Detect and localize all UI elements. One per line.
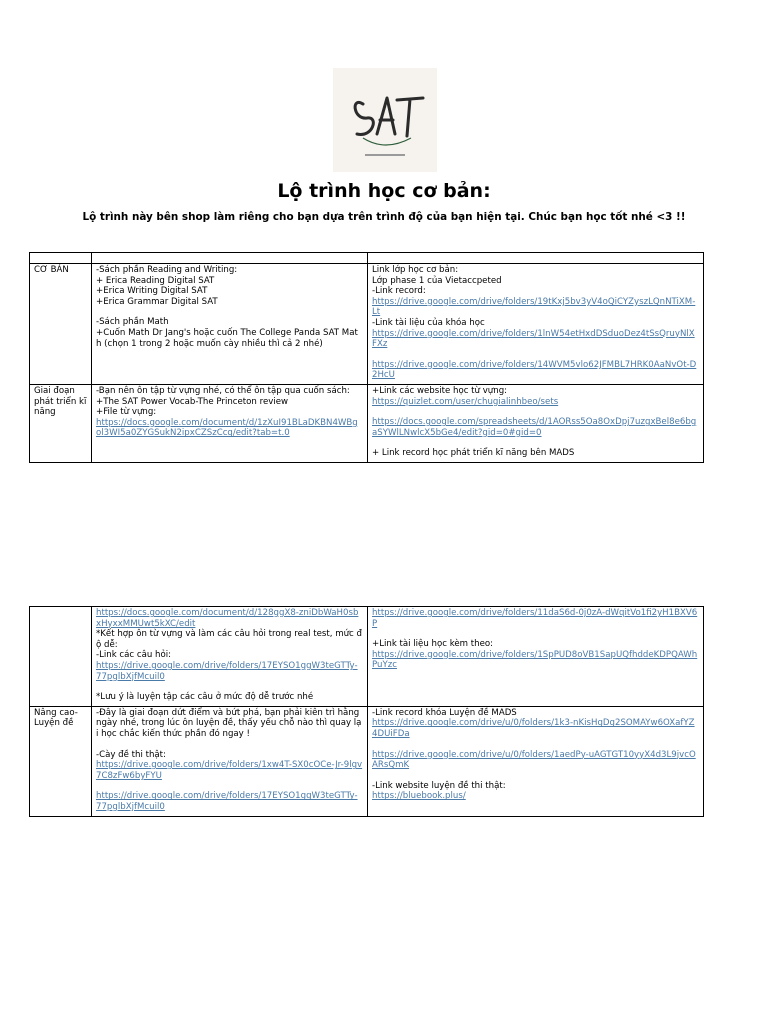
spacer xyxy=(96,740,363,750)
materials-cell xyxy=(92,264,368,385)
resources-cell xyxy=(368,607,704,707)
cell-text: -Link các câu hỏi: xyxy=(96,650,172,661)
table-header-row xyxy=(30,253,704,264)
header-cell xyxy=(92,253,368,264)
materials-cell xyxy=(92,706,368,816)
resource-link[interactable]: https://drive.google.com/drive/folders/17EYSO1ggW3teGTTy-77pglbXjfMcuil0 xyxy=(96,660,358,682)
resource-link[interactable]: https://drive.google.com/drive/u/0/folders/1aedPy-uAGTGT10yyX4d3L9jvcOARsQmK xyxy=(372,749,696,771)
stage-label: Nâng cao-Luyện đề xyxy=(34,707,78,729)
spacer xyxy=(96,781,363,791)
cell-text: -Link website luyện đề thi thật: xyxy=(372,780,506,791)
table-row xyxy=(30,384,704,462)
cell-text: +Link các website học từ vựng: xyxy=(372,385,508,396)
roadmap-table-top xyxy=(29,252,704,463)
resource-link[interactable]: https://quizlet.com/user/chugialinhbeo/sets xyxy=(372,396,559,407)
cell-text: +File từ vựng: xyxy=(96,407,157,418)
cell-text: Lớp phase 1 của Vietaccpeted xyxy=(372,275,502,286)
header-cell xyxy=(368,253,704,264)
spacer xyxy=(372,407,699,417)
cell-text: -Sách phần Math xyxy=(96,317,169,328)
roadmap-table-bottom xyxy=(29,606,704,817)
sat-logo-icon xyxy=(333,68,437,172)
resource-link[interactable]: https://drive.google.com/drive/folders/1SpPUD8oVB1SapUQfhddeKDPQAWhPuYzc xyxy=(372,649,698,671)
resource-link[interactable]: https://docs.google.com/document/d/1zXuI91BLaDKBN4WBgol3WI5a0ZYGSukN2ipxCZSzCcg/edit?tab=t.0 xyxy=(96,417,358,439)
cell-text: + Erica Reading Digital SAT xyxy=(96,275,215,286)
cell-text: -Cày đề thi thật: xyxy=(96,749,166,760)
materials-cell xyxy=(92,384,368,462)
resources-cell xyxy=(368,384,704,462)
spacer xyxy=(372,740,699,750)
cell-text: +Erica Writing Digital SAT xyxy=(96,286,208,297)
spacer xyxy=(96,307,363,317)
page-title: Lộ trình học cơ bản: xyxy=(277,180,491,202)
cell-text: -Sách phần Reading and Writing: xyxy=(96,265,238,275)
stage-cell xyxy=(30,706,92,816)
resource-link[interactable]: https://drive.google.com/drive/u/0/folders/1k3-nKisHgDg2SOMAYw6OXafYZ4DUiFDa xyxy=(372,718,695,739)
resource-link[interactable]: https://drive.google.com/drive/folders/1lnW54etHxdDSduoDez4tSsQruyNlXFXz xyxy=(372,328,695,350)
resource-link[interactable]: https://docs.google.com/document/d/128ggX8-zniDbWaH0sbxHyxxMMUwt5kXC/edit xyxy=(96,608,359,629)
spacer xyxy=(372,350,699,360)
cell-text: -Đây là giai đoạn dứt điểm và bứt phá, bạn phải kiên trì hằng ngày nhé, trong lúc ôn luyện đề, thấy yếu chỗ nào thì quay lại học chắc kiến thức phần đó ngay ! xyxy=(96,707,362,739)
resources-cell xyxy=(368,264,704,385)
cell-text: -Link tài liệu của khóa học xyxy=(372,317,485,328)
cell-text: +Link tài liệu học kèm theo: xyxy=(372,639,494,650)
cell-text: *Kết hợp ôn từ vựng và làm các câu hỏi trong real test, mức độ dễ: xyxy=(96,629,362,650)
resource-link[interactable]: https://docs.google.com/spreadsheets/d/1AORss5Oa8OxDpj7uzgxBel8e6bgaSYWlLNwlcX5bGe4/edit?gid=0#gid=0 xyxy=(372,417,697,438)
resource-link[interactable]: https://bluebook.plus/ xyxy=(372,791,466,802)
table-row xyxy=(30,607,704,707)
table-row xyxy=(30,264,704,385)
stage-label: CƠ BẢN xyxy=(34,265,69,275)
resource-link[interactable]: https://drive.google.com/drive/folders/14WVM5vlo62JFMBL7HRK0AaNvOt-D2HcU xyxy=(372,359,697,381)
spacer xyxy=(96,682,363,692)
spacer xyxy=(372,438,699,448)
cell-text: Link lớp học cơ bản: xyxy=(372,265,459,275)
spacer xyxy=(372,629,699,639)
cell-text: -Link record: xyxy=(372,286,426,297)
materials-cell xyxy=(92,607,368,707)
cell-text: +Cuốn Math Dr Jang's hoặc cuốn The College Panda SAT Math (chọn 1 trong 2 hoặc muốn cày nhiều thì cả 2 nhé) xyxy=(96,327,358,349)
stage-cell xyxy=(30,264,92,385)
stage-label: Giai đoạn phát triển kĩ năng xyxy=(34,385,87,418)
resource-link[interactable]: https://drive.google.com/drive/folders/19tKxj5bv3yV4oQiCYZyszLQnNTiXM-Lt xyxy=(372,296,696,318)
stage-cell xyxy=(30,384,92,462)
spacer xyxy=(372,771,699,781)
resources-cell xyxy=(368,706,704,816)
page-subtitle: Lộ trình này bên shop làm riêng cho bạn dựa trên trình độ của bạn hiện tại. Chúc bạn học tốt nhé <3 !! xyxy=(82,211,686,223)
cell-text: *Lưu ý là luyện tập các câu ở mức độ dễ trước nhé xyxy=(96,692,314,703)
cell-text: + Link record học phát triển kĩ năng bên MADS xyxy=(372,448,575,459)
table-row xyxy=(30,706,704,816)
resource-link[interactable]: https://drive.google.com/drive/folders/11daS6d-0j0zA-dWqitVo1fi2yH1BXV6P xyxy=(372,608,698,629)
stage-cell xyxy=(30,607,92,707)
resource-link[interactable]: https://drive.google.com/drive/folders/17EYSO1ggW3teGTTy-77pglbXjfMcuil0 xyxy=(96,791,358,812)
cell-text: +The SAT Power Vocab-The Princeton review xyxy=(96,396,289,407)
cell-text: -Link record khóa Luyện đề MADS xyxy=(372,707,517,718)
cell-text: +Erica Grammar Digital SAT xyxy=(96,296,218,307)
cell-text: -Bạn nên ôn tập từ vựng nhé, có thể ôn tập qua cuốn sách: xyxy=(96,385,350,396)
header-cell xyxy=(30,253,92,264)
resource-link[interactable]: https://drive.google.com/drive/folders/1xw4T-SX0cOCe-Jr-9lgv7C8zFw6byFYU xyxy=(96,760,363,781)
